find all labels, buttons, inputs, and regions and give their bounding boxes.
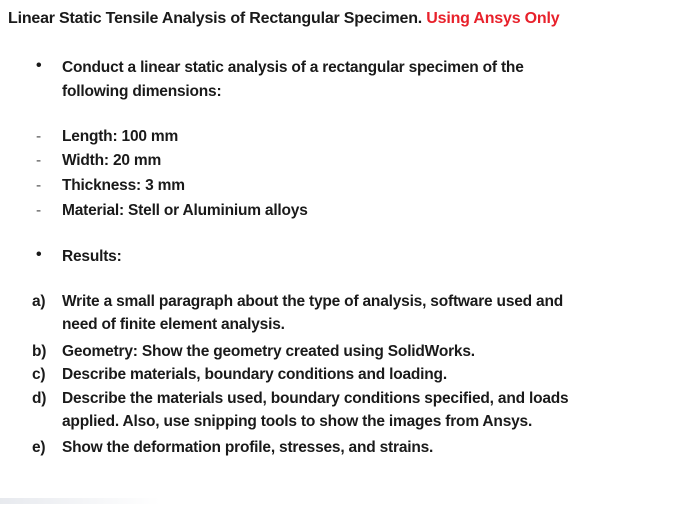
- dimension-thickness: [36, 174, 636, 198]
- dash-marker: -: [36, 152, 41, 169]
- task-letter: d): [32, 390, 47, 407]
- results-text: Results:: [62, 248, 122, 265]
- task-text: [62, 387, 672, 433]
- title-accent: Using Ansys Only: [426, 10, 560, 27]
- task-letter: b): [32, 343, 47, 360]
- task-text: Describe materials, boundary conditions and loading.: [62, 366, 447, 383]
- task-letter: e): [32, 439, 46, 456]
- task-line-2: applied. Also, use snipping tools to show the images from Ansys.: [62, 413, 533, 430]
- task-line-1: Write a small paragraph about the type of analysis, software used and: [62, 293, 563, 310]
- task-text: [62, 290, 672, 336]
- dimension-width: [36, 149, 636, 173]
- dimension-material: [36, 199, 636, 223]
- intro-line-2: following dimensions:: [62, 83, 222, 100]
- task-letter: a): [32, 293, 46, 310]
- bottom-fade-divider: [0, 498, 160, 504]
- dash-marker: -: [36, 177, 41, 194]
- intro-line-1: Conduct a linear static analysis of a rectangular specimen of the: [62, 59, 524, 76]
- dimension-text: Width: 20 mm: [62, 152, 162, 169]
- title-main: Linear Static Tensile Analysis of Rectangular Specimen.: [8, 10, 423, 27]
- document-title: [8, 10, 559, 28]
- task-line-2: need of finite element analysis.: [62, 316, 285, 333]
- dimension-text: Material: Stell or Aluminium alloys: [62, 202, 308, 219]
- intro-text: [62, 56, 662, 104]
- dimension-length: [36, 125, 636, 149]
- task-line-1: Describe the materials used, boundary conditions specified, and loads: [62, 390, 569, 407]
- dash-marker: -: [36, 202, 41, 219]
- bullet-dot: •: [36, 246, 42, 263]
- task-letter: c): [32, 366, 46, 383]
- dash-marker: -: [36, 128, 41, 145]
- task-text: Show the deformation profile, stresses, and strains.: [62, 439, 434, 456]
- dimension-text: Length: 100 mm: [62, 128, 179, 145]
- task-text: Geometry: Show the geometry created using SolidWorks.: [62, 343, 475, 360]
- dimension-text: Thickness: 3 mm: [62, 177, 185, 194]
- bullet-dot: •: [36, 57, 42, 74]
